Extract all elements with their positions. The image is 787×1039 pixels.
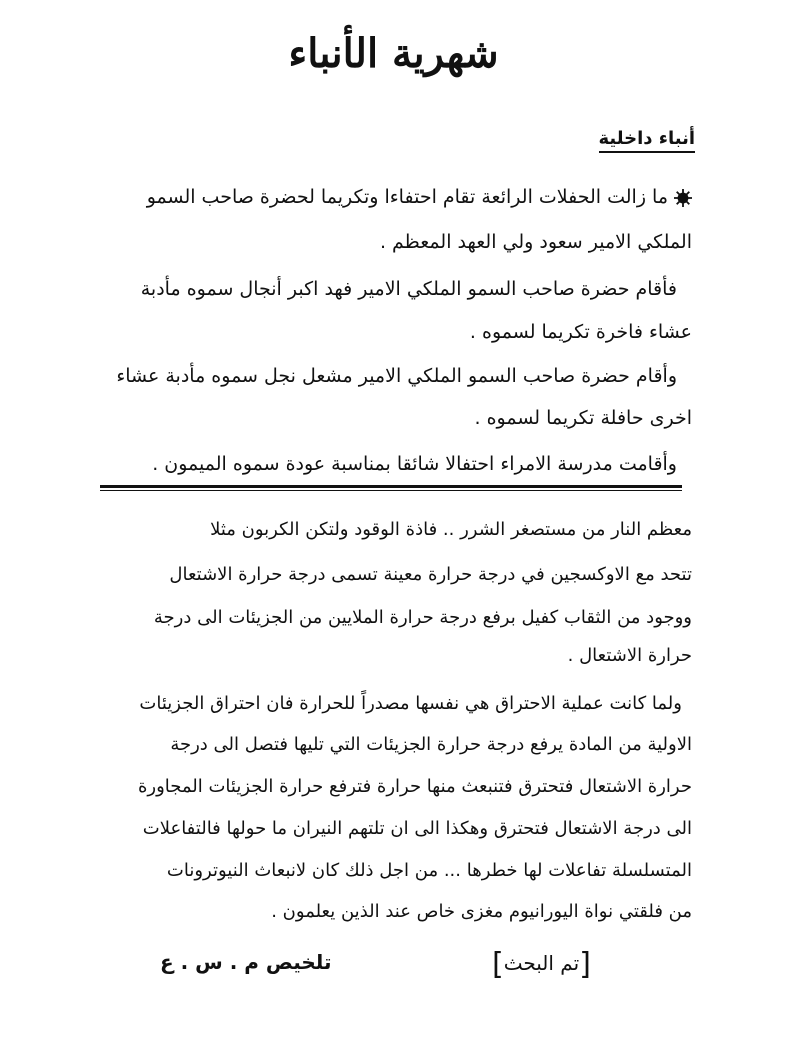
news-line-6: اخرى حافلة تكريما لسموه . [474, 407, 692, 429]
news-line-3: فأقام حضرة صاحب السمو الملكي الامير فهد اكبر أنجال سموه مأدبة [140, 278, 677, 300]
article-line-8: الى درجة الاشتعال فتحترق وهكذا الى ان تلتهم النيران ما حولها فالتفاعلات [142, 818, 692, 839]
article-line-9: المتسلسلة تفاعلات لها خطرها ... من اجل ذلك كان لانبعاث النيوترونات [166, 860, 692, 881]
article-line-2: تتحد مع الاوكسجين في درجة حرارة معينة تسمى درجة حرارة الاشتعال [169, 564, 692, 585]
article-line-6: الاولية من المادة يرفع درجة حرارة الجزيئات التي تليها فتصل الى درجة [170, 734, 692, 755]
article-line-3: ووجود من الثقاب كفيل برفع درجة حرارة الملايين من الجزيئات الى درجة [153, 607, 692, 628]
ornament-bullet-icon [674, 189, 692, 207]
page-title: شهرية الأنباء [288, 30, 499, 77]
news-line-1 [100, 183, 692, 211]
summary-credit: تلخيص م . س . ع [160, 950, 332, 974]
bracket-icon: [ [579, 947, 591, 982]
news-line-2: الملكي الامير سعود ولي العهد المعظم . [379, 231, 692, 253]
article-line-10: من فلقتي نواة اليورانيوم مغزى خاص عند الذين يعلمون . [271, 901, 692, 922]
news-line-5: وأقام حضرة صاحب السمو الملكي الامير مشعل نجل سموه مأدبة عشاء [116, 365, 677, 387]
article-line-1: معظم النار من مستصغر الشرر .. فاذة الوقود ولتكن الكربون مثلا [210, 519, 692, 540]
article-line-5: ولما كانت عملية الاحتراق هي نفسها مصدراً للحرارة فان احتراق الجزيئات [139, 693, 682, 714]
news-line-4: عشاء فاخرة تكريما لسموه . [469, 321, 692, 343]
news-line-text: ما زالت الحفلات الرائعة تقام احتفاءا وتكريما لحضرة صاحب السمو [146, 186, 668, 208]
bracket-icon: ] [492, 947, 504, 982]
section-divider [100, 485, 682, 488]
end-note [482, 943, 601, 986]
article-line-4: حرارة الاشتعال . [567, 645, 692, 666]
news-line-7: وأقامت مدرسة الامراء احتفالا شائقا بمناسبة عودة سموه الميمون . [152, 453, 677, 475]
section-divider-thin [100, 490, 682, 491]
section-heading: أنباء داخلية [599, 128, 696, 153]
article-line-7: حرارة الاشتعال فتحترق فتنبعث منها حرارة فترفع حرارة الجزيئات المجاورة [137, 776, 692, 797]
end-note-text: تم البحث [503, 951, 580, 975]
